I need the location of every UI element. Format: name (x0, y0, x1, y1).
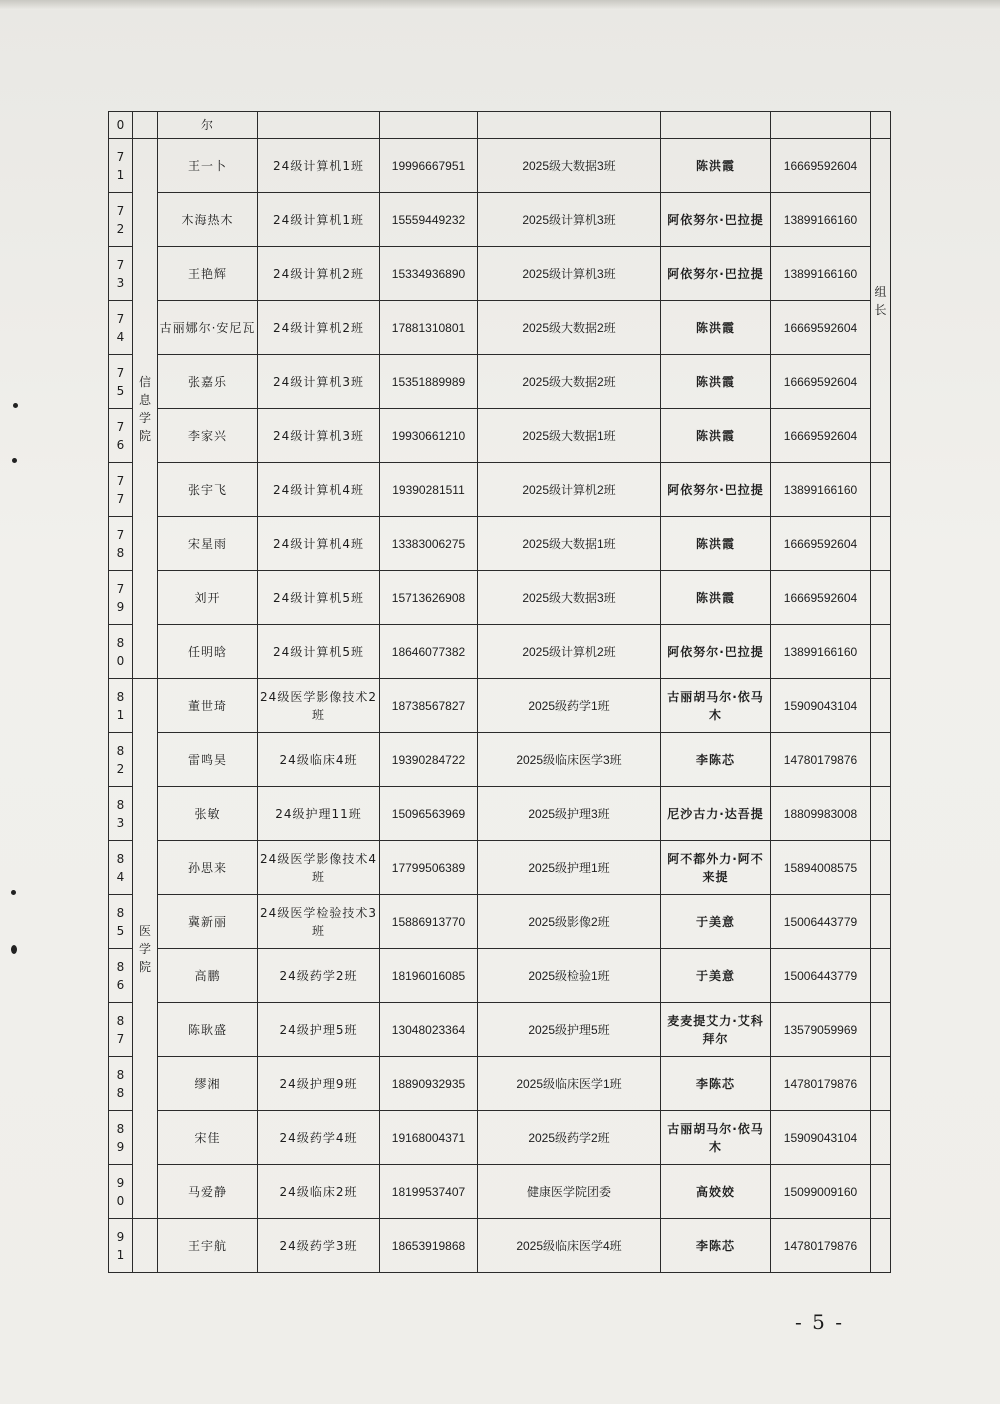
row-number-digit: 8 (116, 959, 125, 974)
row-number (109, 247, 133, 301)
teacher-name: 李陈芯 (661, 733, 771, 787)
student-name: 张敏 (158, 787, 258, 841)
new-class (478, 112, 661, 139)
row-number-digit: 2 (116, 221, 125, 236)
new-class: 2025级临床医学4班 (478, 1219, 661, 1273)
row-number-digit: 5 (116, 923, 125, 938)
teacher-phone: 13899166160 (771, 625, 871, 679)
new-class: 2025级大数据3班 (478, 571, 661, 625)
teacher-phone: 16669592604 (771, 301, 871, 355)
table-row (109, 247, 891, 301)
teacher-phone: 15909043104 (771, 1111, 871, 1165)
student-phone: 15096563969 (380, 787, 478, 841)
teacher-phone: 13899166160 (771, 193, 871, 247)
student-name: 古丽娜尔·安尼瓦 (158, 301, 258, 355)
student-name: 王一卜 (158, 139, 258, 193)
row-number-digit: 8 (116, 905, 125, 920)
college-cell (133, 112, 158, 139)
row-number-digit: 7 (116, 203, 125, 218)
new-class: 2025级大数据2班 (478, 301, 661, 355)
page-top-shadow (0, 0, 1000, 10)
original-class: 24级计算机2班 (258, 247, 380, 301)
new-class: 健康医学院团委 (478, 1165, 661, 1219)
table-row (109, 1057, 891, 1111)
table-row (109, 517, 891, 571)
note-cell (871, 1003, 891, 1057)
row-number (109, 679, 133, 733)
teacher-phone: 15099009160 (771, 1165, 871, 1219)
teacher-name: 陈洪霞 (661, 355, 771, 409)
row-number-digit: 2 (116, 761, 125, 776)
table-row (109, 112, 891, 139)
row-number (109, 571, 133, 625)
margin-mark (11, 890, 16, 895)
row-number-digit: 8 (116, 797, 125, 812)
note-cell (871, 571, 891, 625)
new-class: 2025级药学2班 (478, 1111, 661, 1165)
student-phone: 19996667951 (380, 139, 478, 193)
teacher-name: 麦麦提艾力·艾科拜尔 (661, 1003, 771, 1057)
original-class: 24级计算机3班 (258, 409, 380, 463)
new-class: 2025级大数据1班 (478, 517, 661, 571)
row-number (109, 1219, 133, 1273)
original-class: 24级计算机4班 (258, 517, 380, 571)
new-class: 2025级护理1班 (478, 841, 661, 895)
student-phone: 15886913770 (380, 895, 478, 949)
student-name: 陈耿盛 (158, 1003, 258, 1057)
table-row (109, 463, 891, 517)
original-class (258, 112, 380, 139)
new-class: 2025级计算机2班 (478, 463, 661, 517)
note-cell (871, 139, 891, 463)
row-number (109, 1165, 133, 1219)
margin-mark (12, 458, 17, 463)
student-phone: 15559449232 (380, 193, 478, 247)
row-number (109, 949, 133, 1003)
row-number-digit: 7 (116, 419, 125, 434)
student-phone: 13048023364 (380, 1003, 478, 1057)
original-class: 24级计算机3班 (258, 355, 380, 409)
original-class: 24级计算机1班 (258, 193, 380, 247)
table-row (109, 949, 891, 1003)
college-label-char: 学 (138, 941, 151, 956)
row-number (109, 1057, 133, 1111)
original-class: 24级药学3班 (258, 1219, 380, 1273)
teacher-phone: 16669592604 (771, 139, 871, 193)
teacher-phone: 16669592604 (771, 571, 871, 625)
table-row (109, 679, 891, 733)
college-cell (133, 679, 158, 1219)
table-row (109, 571, 891, 625)
student-phone: 19168004371 (380, 1111, 478, 1165)
student-phone: 18653919868 (380, 1219, 478, 1273)
new-class: 2025级大数据3班 (478, 139, 661, 193)
row-number-digit: 8 (116, 635, 125, 650)
note-cell (871, 1111, 891, 1165)
teacher-name: 陈洪霞 (661, 571, 771, 625)
teacher-name: 古丽胡马尔·依马木 (661, 1111, 771, 1165)
teacher-phone: 16669592604 (771, 355, 871, 409)
student-name: 木海热木 (158, 193, 258, 247)
row-number (109, 1111, 133, 1165)
teacher-phone: 15006443779 (771, 895, 871, 949)
table-row (109, 733, 891, 787)
row-number (109, 895, 133, 949)
student-phone: 19930661210 (380, 409, 478, 463)
student-phone: 13383006275 (380, 517, 478, 571)
new-class: 2025级计算机3班 (478, 247, 661, 301)
teacher-name: 陈洪霞 (661, 517, 771, 571)
margin-mark (13, 403, 18, 408)
student-name: 缪湘 (158, 1057, 258, 1111)
original-class: 24级临床2班 (258, 1165, 380, 1219)
student-name: 王宇航 (158, 1219, 258, 1273)
student-phone: 18199537407 (380, 1165, 478, 1219)
original-class: 24级计算机2班 (258, 301, 380, 355)
row-number-digit: 8 (116, 1121, 125, 1136)
row-number-digit: 9 (116, 1175, 125, 1190)
college-label-char: 院 (138, 428, 151, 443)
table-row (109, 409, 891, 463)
student-name: 宋星雨 (158, 517, 258, 571)
teacher-phone: 13899166160 (771, 247, 871, 301)
row-number-digit: 3 (116, 275, 125, 290)
student-phone: 17881310801 (380, 301, 478, 355)
student-name: 张嘉乐 (158, 355, 258, 409)
original-class: 24级护理9班 (258, 1057, 380, 1111)
teacher-phone: 15006443779 (771, 949, 871, 1003)
student-name: 刘开 (158, 571, 258, 625)
student-name: 王艳辉 (158, 247, 258, 301)
row-number-digit: 4 (116, 329, 125, 344)
note-cell (871, 1057, 891, 1111)
new-class: 2025级护理3班 (478, 787, 661, 841)
student-phone: 18646077382 (380, 625, 478, 679)
teacher-name: 陈洪霞 (661, 139, 771, 193)
table-row (109, 895, 891, 949)
teacher-name: 李陈芯 (661, 1219, 771, 1273)
new-class: 2025级计算机3班 (478, 193, 661, 247)
original-class: 24级计算机4班 (258, 463, 380, 517)
teacher-name: 阿依努尔·巴拉提 (661, 463, 771, 517)
row-number-digit: 7 (116, 491, 125, 506)
row-number-digit: 8 (116, 851, 125, 866)
teacher-phone: 16669592604 (771, 517, 871, 571)
row-number-digit: 7 (116, 257, 125, 272)
table-row (109, 1003, 891, 1057)
student-roster-table (108, 111, 891, 1273)
student-name: 宋佳 (158, 1111, 258, 1165)
row-number-digit: 9 (116, 599, 125, 614)
row-number (109, 733, 133, 787)
teacher-name: 阿依努尔·巴拉提 (661, 193, 771, 247)
student-phone: 18738567827 (380, 679, 478, 733)
row-number-digit: 0 (116, 1193, 125, 1208)
original-class: 24级计算机5班 (258, 571, 380, 625)
note-cell (871, 625, 891, 679)
student-phone: 19390281511 (380, 463, 478, 517)
original-class: 24级护理5班 (258, 1003, 380, 1057)
row-number-digit: 7 (116, 581, 125, 596)
row-number-digit: 7 (116, 365, 125, 380)
teacher-name (661, 112, 771, 139)
row-number (109, 139, 133, 193)
teacher-phone: 14780179876 (771, 1219, 871, 1273)
row-number (109, 1003, 133, 1057)
teacher-name: 尼沙古力·达吾提 (661, 787, 771, 841)
teacher-phone: 13899166160 (771, 463, 871, 517)
note-cell (871, 463, 891, 517)
row-number-digit: 9 (116, 1229, 125, 1244)
table-row (109, 1219, 891, 1273)
teacher-name: 阿不都外力·阿不来提 (661, 841, 771, 895)
original-class: 24级医学检验技术3班 (258, 895, 380, 949)
college-label-char: 医 (138, 923, 151, 938)
new-class: 2025级大数据1班 (478, 409, 661, 463)
note-cell (871, 112, 891, 139)
row-number-digit: 5 (116, 383, 125, 398)
row-number-digit: 8 (116, 1067, 125, 1082)
row-number-digit: 1 (116, 1247, 125, 1262)
teacher-phone: 13579059969 (771, 1003, 871, 1057)
student-phone: 15713626908 (380, 571, 478, 625)
original-class: 24级计算机5班 (258, 625, 380, 679)
student-name: 任明晗 (158, 625, 258, 679)
original-class: 24级医学影像技术4班 (258, 841, 380, 895)
row-number (109, 625, 133, 679)
row-number-digit: 7 (116, 311, 125, 326)
original-class: 24级药学4班 (258, 1111, 380, 1165)
note-cell (871, 517, 891, 571)
student-phone: 15351889989 (380, 355, 478, 409)
original-class: 24级临床4班 (258, 733, 380, 787)
note-cell (871, 949, 891, 1003)
table-row (109, 355, 891, 409)
note-cell (871, 733, 891, 787)
row-number (109, 355, 133, 409)
teacher-phone: 16669592604 (771, 409, 871, 463)
row-number (109, 463, 133, 517)
row-number (109, 193, 133, 247)
table-row (109, 625, 891, 679)
new-class: 2025级影像2班 (478, 895, 661, 949)
margin-mark (11, 945, 17, 954)
row-number-digit: 8 (116, 689, 125, 704)
row-number (109, 787, 133, 841)
note-cell (871, 895, 891, 949)
row-number-digit: 3 (116, 815, 125, 830)
new-class: 2025级临床医学1班 (478, 1057, 661, 1111)
note-cell (871, 841, 891, 895)
student-name: 高鹏 (158, 949, 258, 1003)
college-label-char: 学 (138, 410, 151, 425)
row-number (109, 841, 133, 895)
college-label-char: 院 (138, 959, 151, 974)
table-row (109, 139, 891, 193)
new-class: 2025级护理5班 (478, 1003, 661, 1057)
note-cell (871, 1219, 891, 1273)
original-class: 24级医学影像技术2班 (258, 679, 380, 733)
college-label-char: 息 (138, 392, 151, 407)
new-class: 2025级药学1班 (478, 679, 661, 733)
row-number (109, 301, 133, 355)
row-number: 0 (109, 112, 133, 139)
row-number-digit: 6 (116, 977, 125, 992)
row-number-digit: 8 (116, 1013, 125, 1028)
row-number-digit: 1 (116, 167, 125, 182)
row-number-digit: 7 (116, 149, 125, 164)
table-row (109, 193, 891, 247)
original-class: 24级计算机1班 (258, 139, 380, 193)
teacher-phone: 14780179876 (771, 733, 871, 787)
new-class: 2025级检验1班 (478, 949, 661, 1003)
student-name: 雷鸣昊 (158, 733, 258, 787)
row-number-digit: 8 (116, 1085, 125, 1100)
row-number (109, 409, 133, 463)
table-row (109, 841, 891, 895)
note-char: 长 (874, 302, 887, 317)
teacher-name: 阿依努尔·巴拉提 (661, 625, 771, 679)
table-row (109, 1111, 891, 1165)
row-number-digit: 9 (116, 1139, 125, 1154)
teacher-name: 阿依努尔·巴拉提 (661, 247, 771, 301)
college-label-char: 信 (138, 374, 151, 389)
row-number-digit: 8 (116, 743, 125, 758)
new-class: 2025级计算机2班 (478, 625, 661, 679)
teacher-name: 陈洪霞 (661, 409, 771, 463)
table-row (109, 1165, 891, 1219)
teacher-name: 于美意 (661, 949, 771, 1003)
teacher-phone: 15894008575 (771, 841, 871, 895)
row-number-digit: 7 (116, 527, 125, 542)
student-phone (380, 112, 478, 139)
student-phone: 18196016085 (380, 949, 478, 1003)
original-class: 24级护理11班 (258, 787, 380, 841)
teacher-name: 李陈芯 (661, 1057, 771, 1111)
teacher-phone: 18809983008 (771, 787, 871, 841)
college-cell (133, 1219, 158, 1273)
teacher-name: 于美意 (661, 895, 771, 949)
row-number-digit: 0 (116, 653, 125, 668)
row-number-digit: 7 (116, 1031, 125, 1046)
new-class: 2025级大数据2班 (478, 355, 661, 409)
student-name: 冀新丽 (158, 895, 258, 949)
note-cell (871, 787, 891, 841)
student-name: 孙思来 (158, 841, 258, 895)
teacher-phone: 14780179876 (771, 1057, 871, 1111)
teacher-phone (771, 112, 871, 139)
student-name: 李家兴 (158, 409, 258, 463)
row-number-digit: 6 (116, 437, 125, 452)
teacher-name: 高姣姣 (661, 1165, 771, 1219)
row-number-digit: 8 (116, 545, 125, 560)
table-row (109, 787, 891, 841)
teacher-name: 陈洪霞 (661, 301, 771, 355)
table-row (109, 301, 891, 355)
student-phone: 18890932935 (380, 1057, 478, 1111)
student-name: 董世琦 (158, 679, 258, 733)
row-number (109, 517, 133, 571)
row-number-digit: 4 (116, 869, 125, 884)
student-name: 张宇飞 (158, 463, 258, 517)
note-cell (871, 679, 891, 733)
student-name: 马爱静 (158, 1165, 258, 1219)
note-char: 组 (874, 284, 887, 299)
student-phone: 17799506389 (380, 841, 478, 895)
page-number: - 5 - (795, 1310, 844, 1334)
student-phone: 19390284722 (380, 733, 478, 787)
note-cell (871, 1165, 891, 1219)
row-number-digit: 1 (116, 707, 125, 722)
college-cell (133, 139, 158, 679)
student-phone: 15334936890 (380, 247, 478, 301)
teacher-phone: 15909043104 (771, 679, 871, 733)
teacher-name: 古丽胡马尔·依马木 (661, 679, 771, 733)
original-class: 24级药学2班 (258, 949, 380, 1003)
new-class: 2025级临床医学3班 (478, 733, 661, 787)
roster-body (109, 112, 891, 1273)
student-name: 尔 (158, 112, 258, 139)
row-number-digit: 7 (116, 473, 125, 488)
